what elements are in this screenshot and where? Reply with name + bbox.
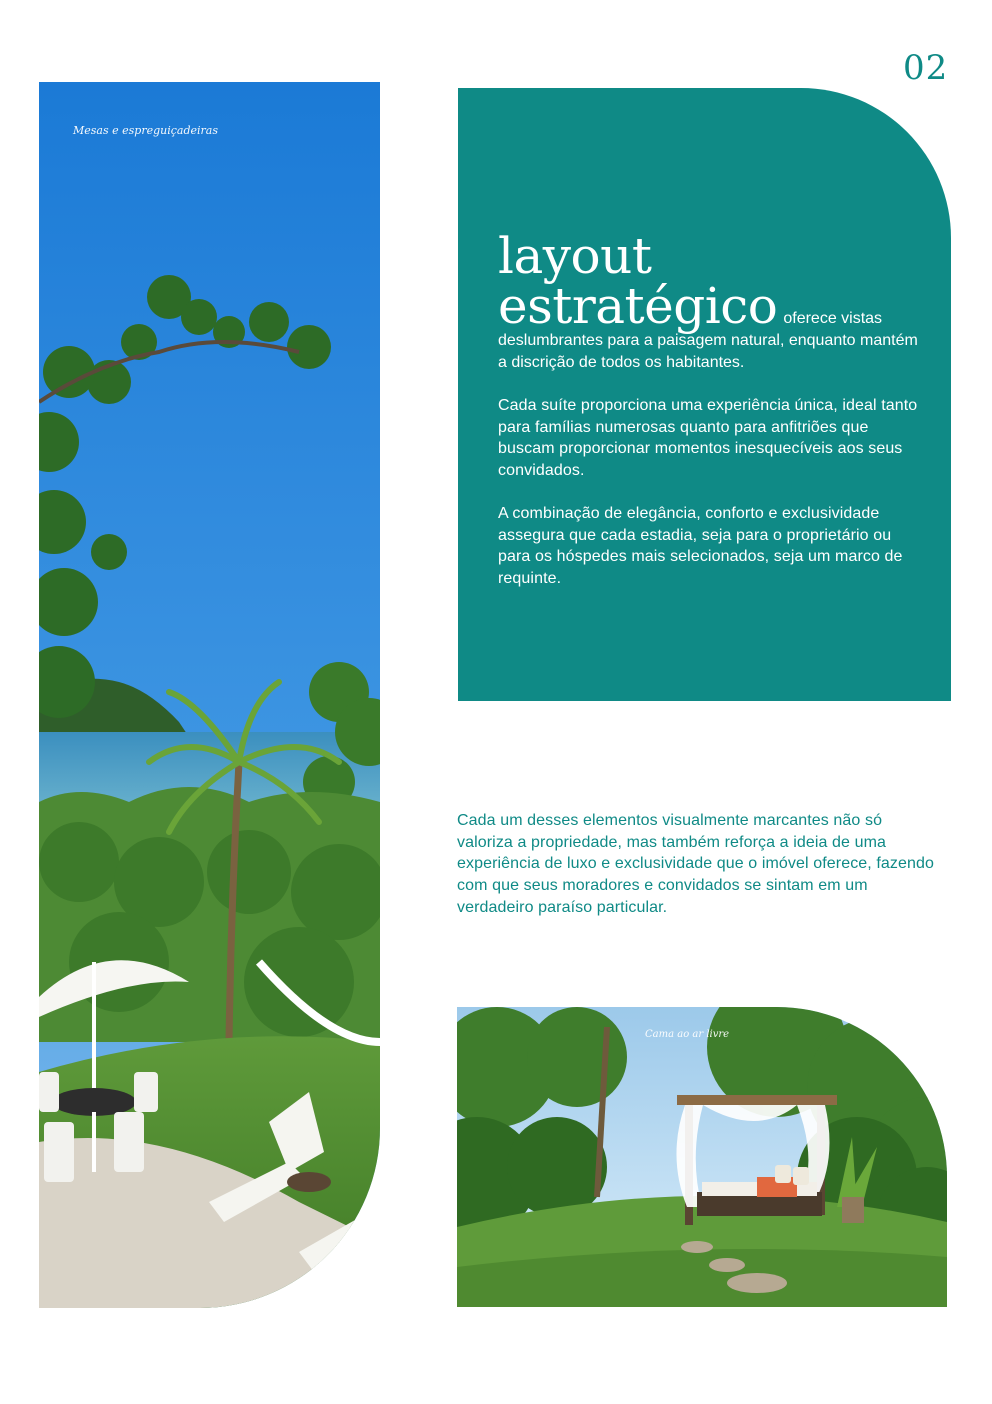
card-text-block: [498, 228, 918, 590]
bottom-photo-outdoor-bed: [457, 1007, 947, 1307]
card-paragraph-3: A combinação de elegância, conforto e exclusividade assegura que cada estadia, seja para o proprietário ou para os hóspedes mais selecionados, seja um marco de requinte.: [498, 504, 903, 587]
card-headline-line2: estratégico: [498, 277, 778, 335]
card-paragraph-2: Cada suíte proporciona uma experiência única, ideal tanto para famílias numerosas quanto para anfitriões que buscam proporcionar momentos inesquecíveis aos seus convidados.: [498, 397, 918, 480]
teal-paragraph: Cada um desses elementos visualmente marcantes não só valoriza a propriedade, mas também reforça a ideia de uma experiência de luxo e exclusividade que o imóvel oferece, fazendo com que seus moradores e convidados se sintam em um verdadeiro paraíso particular.: [457, 812, 935, 916]
page-number: 02: [903, 48, 949, 88]
bottom-photo-caption: Cama ao ar livre: [645, 1029, 730, 1040]
card-lead: [498, 277, 918, 374]
teal-content-card: [458, 88, 951, 701]
left-photo-garden-beach: [39, 82, 380, 1308]
card-headline-line1: layout: [498, 227, 652, 285]
card-lead-text: oferece vistas deslumbrantes para a paisagem natural, enquanto mantém a discrição de todos os habitantes.: [498, 310, 918, 371]
left-photo-caption: Mesas e espreguiçadeiras: [73, 124, 218, 137]
